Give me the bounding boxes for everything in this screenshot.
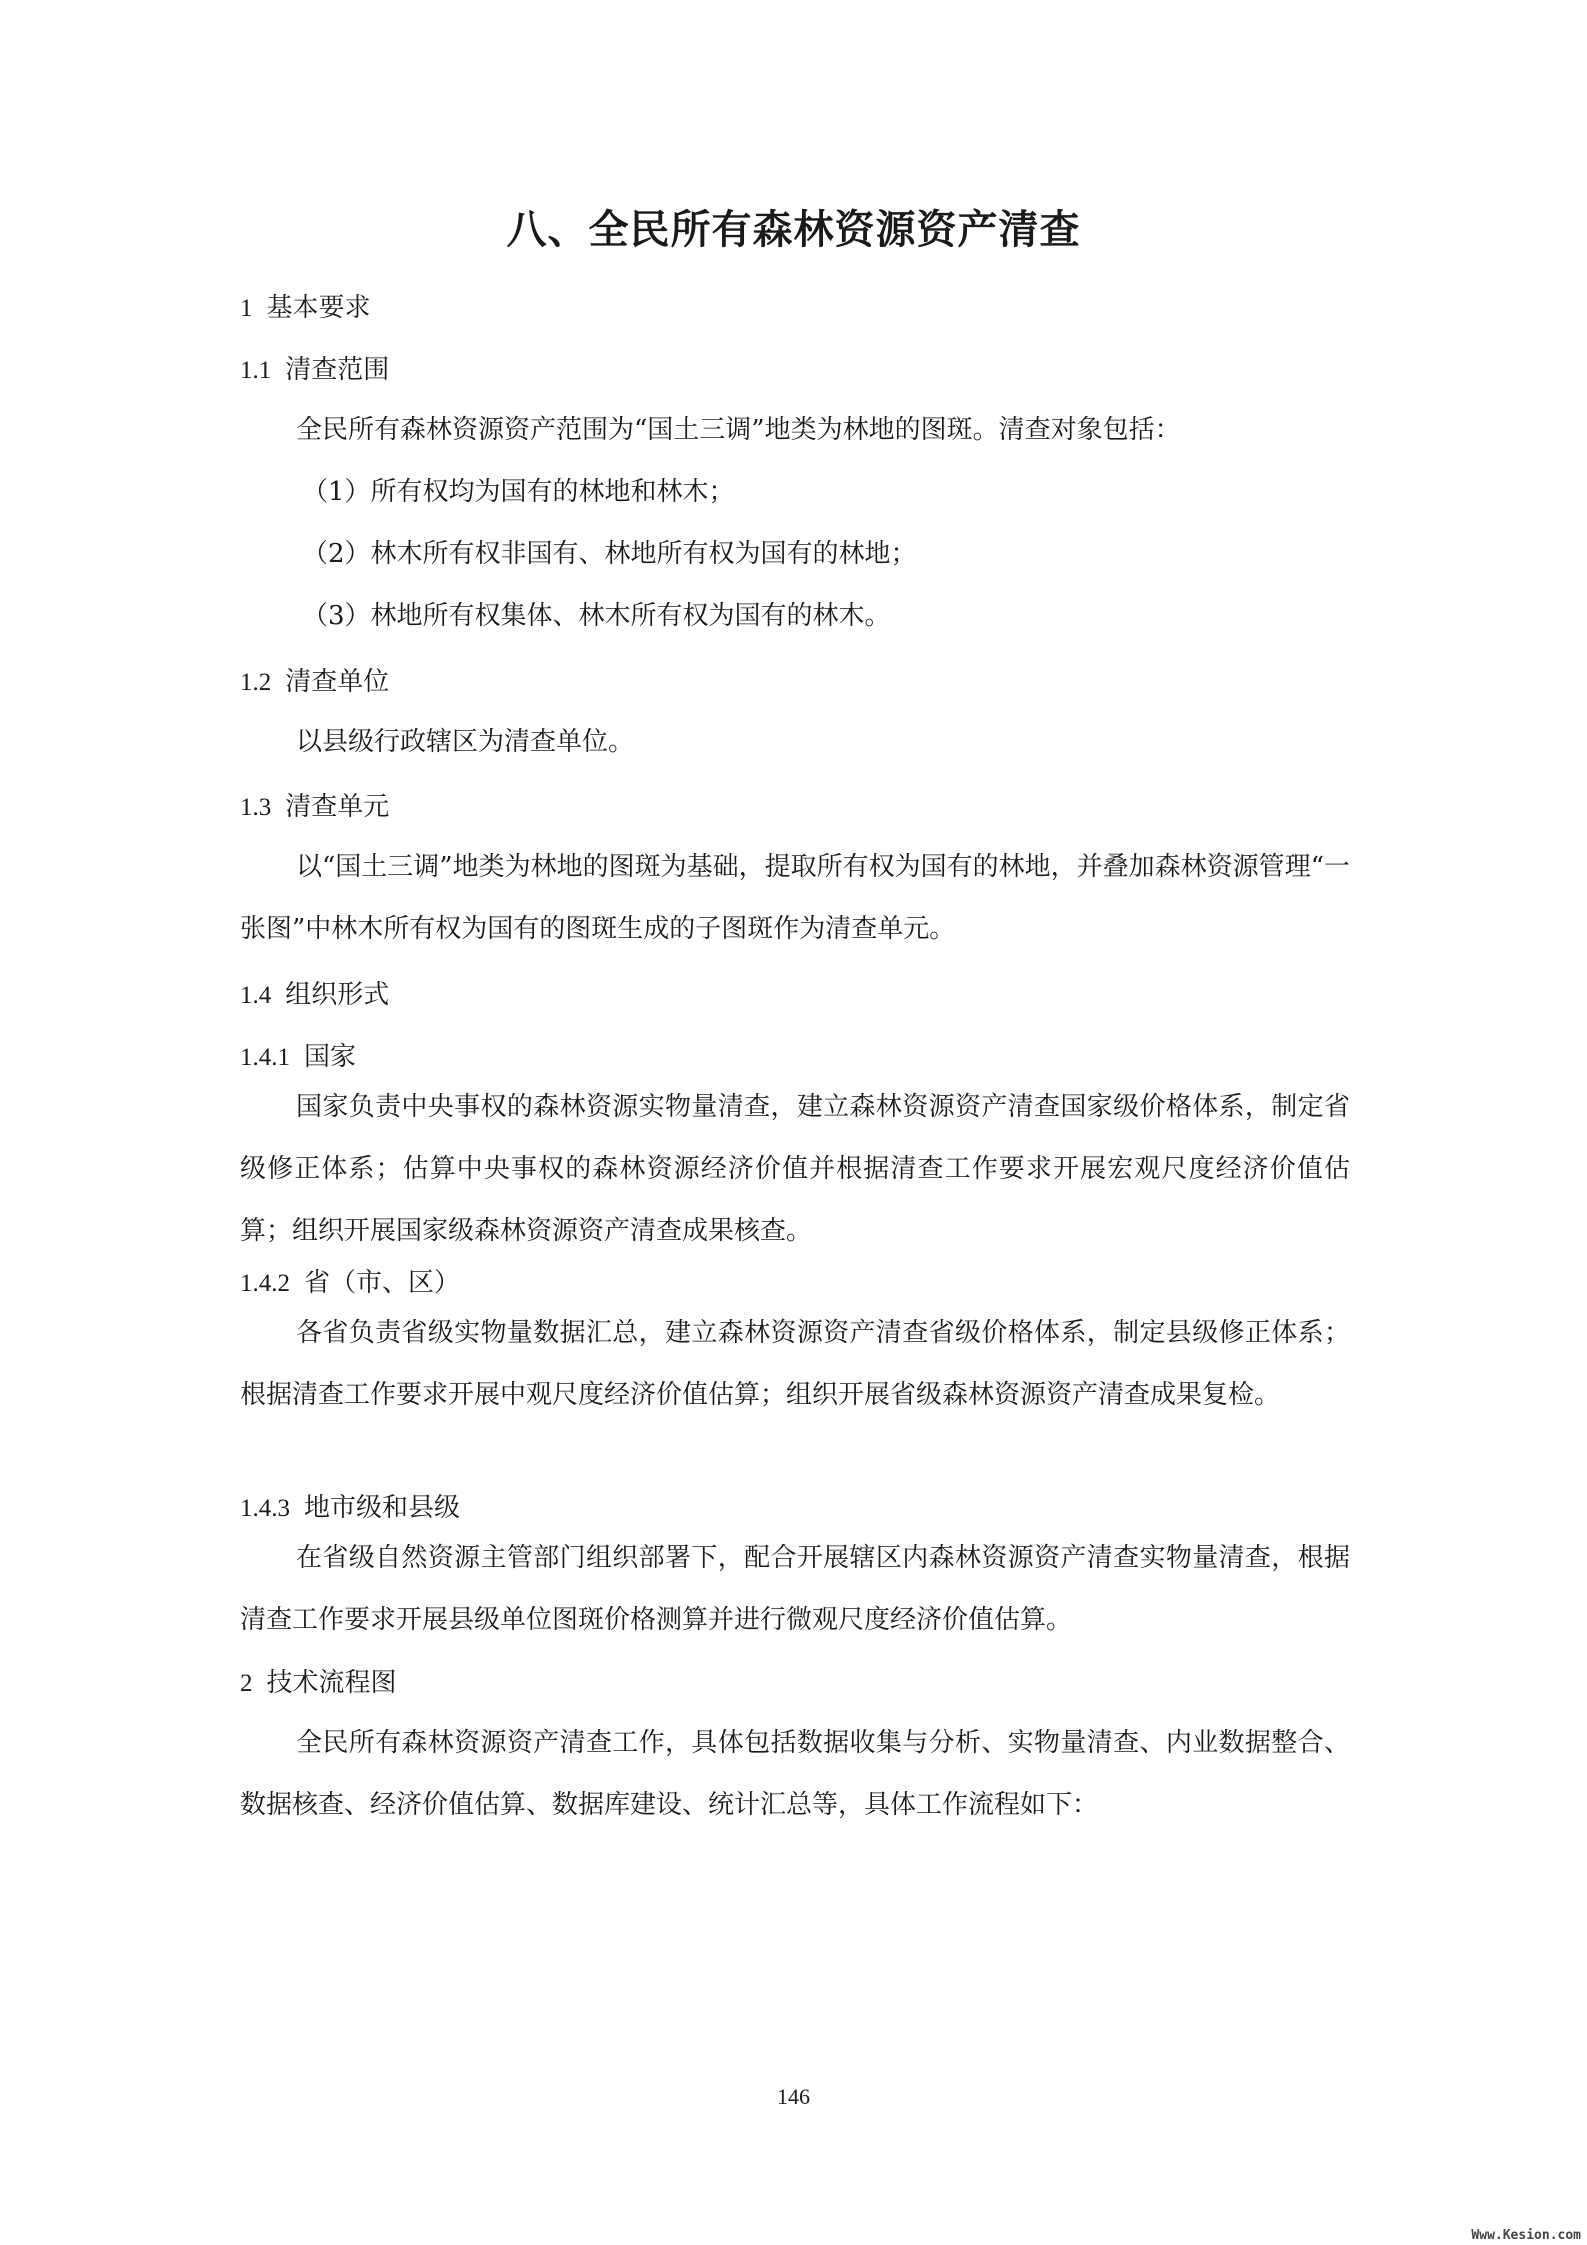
heading-number: 1.2 — [240, 669, 272, 696]
heading-number: 1 — [240, 295, 253, 322]
heading-1-4 — [240, 978, 1350, 1013]
heading-number: 1.4.2 — [240, 1270, 290, 1297]
paragraph-unit: 以县级行政辖区为清查单位。 — [296, 727, 635, 757]
heading-1-3 — [240, 790, 1350, 825]
heading-number: 2 — [240, 1670, 253, 1697]
heading-text: 省（市、区） — [304, 1268, 461, 1298]
heading-text: 基本要求 — [266, 293, 371, 323]
paragraph-workflow: 全民所有森林资源资产清查工作，具体包括数据收集与分析、实物量清查、内业数据整合、数据核查、经济价值估算、数据库建设、统计汇总等，具体工作流程如下： — [240, 1728, 1350, 1820]
heading-number: 1.1 — [240, 357, 272, 384]
heading-2 — [240, 1666, 1350, 1701]
list-item: （3）林地所有权集体、林木所有权为国有的林木。 — [302, 601, 891, 631]
page-number: 146 — [777, 2084, 810, 2109]
heading-text: 地市级和县级 — [304, 1493, 461, 1523]
list-item: （2）林木所有权非国有、林地所有权为国有的林地； — [302, 539, 917, 569]
heading-1-1 — [240, 353, 1350, 388]
heading-1-4-1 — [240, 1040, 1350, 1075]
heading-number: 1.4.3 — [240, 1495, 290, 1522]
watermark: Www.Kesion.com — [1471, 2228, 1581, 2243]
paragraph-cell: 以“国土三调”地类为林地的图斑为基础，提取所有权为国有的林地，并叠加森林资源管理“一张图”中林木所有权为国有的图斑生成的子图斑作为清查单元。 — [240, 852, 1350, 944]
heading-number: 1.4 — [240, 982, 272, 1009]
paragraph-national: 国家负责中央事权的森林资源实物量清查，建立森林资源资产清查国家级价格体系，制定省级修正体系；估算中央事权的森林资源经济价值并根据清查工作要求开展宏观尺度经济价值估算；组织开展国家级森林资源资产清查成果核查。 — [240, 1092, 1350, 1246]
heading-text: 清查范围 — [285, 355, 390, 385]
paragraph-municipal: 在省级自然资源主管部门组织部署下，配合开展辖区内森林资源资产清查实物量清查，根据清查工作要求开展县级单位图斑价格测算并进行微观尺度经济价值估算。 — [240, 1543, 1350, 1635]
heading-text: 清查单位 — [285, 667, 390, 697]
heading-text: 技术流程图 — [266, 1668, 397, 1698]
heading-1-2 — [240, 665, 1350, 700]
list-item: （1）所有权均为国有的林地和林木； — [302, 477, 735, 507]
heading-1 — [240, 291, 1350, 326]
heading-number: 1.4.1 — [240, 1044, 290, 1071]
heading-1-4-2 — [240, 1266, 1350, 1301]
heading-text: 组织形式 — [285, 980, 390, 1010]
heading-1-4-3 — [240, 1491, 1350, 1526]
heading-text: 清查单元 — [285, 792, 390, 822]
paragraph-provincial: 各省负责省级实物量数据汇总，建立森林资源资产清查省级价格体系，制定县级修正体系；根据清查工作要求开展中观尺度经济价值估算；组织开展省级森林资源资产清查成果复检。 — [240, 1318, 1350, 1410]
heading-number: 1.3 — [240, 794, 272, 821]
paragraph-scope: 全民所有森林资源资产范围为“国土三调”地类为林地的图斑。清查对象包括： — [296, 415, 1181, 445]
page-title: 八、全民所有森林资源资产清查 — [506, 207, 1081, 253]
heading-text: 国家 — [304, 1042, 357, 1072]
